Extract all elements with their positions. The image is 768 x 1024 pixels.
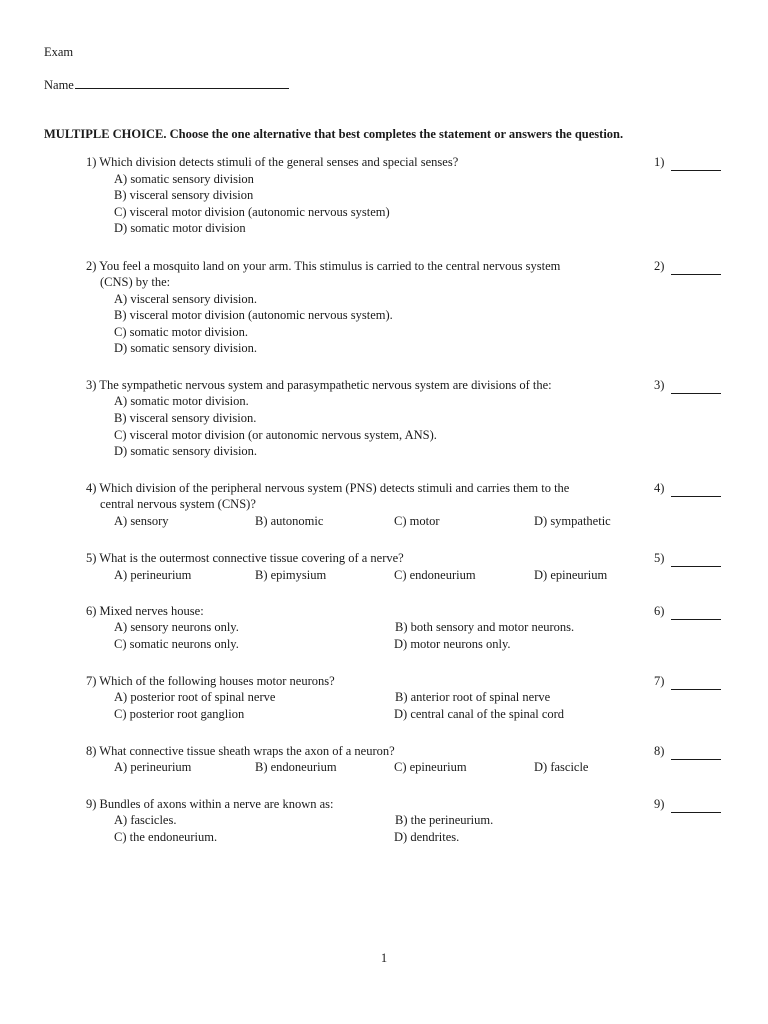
question-2-stem: 2) You feel a mosquito land on your arm. This stimulus is carried to the central nervous system bbox=[86, 259, 561, 273]
answer-number-1: 1) bbox=[654, 155, 665, 169]
question-9-option-b[interactable]: B) the perineurium. bbox=[395, 813, 494, 827]
question-3-option-b[interactable]: B) visceral sensory division. bbox=[114, 411, 257, 425]
question-5-stem: 5) What is the outermost connective tissue covering of a nerve? bbox=[86, 551, 404, 565]
question-9-option-d[interactable]: D) dendrites. bbox=[394, 830, 460, 844]
question-3-option-a[interactable]: A) somatic motor division. bbox=[114, 394, 249, 408]
name-blank-line[interactable] bbox=[75, 76, 289, 89]
question-3-stem: 3) The sympathetic nervous system and parasympathetic nervous system are divisions of the: bbox=[86, 378, 552, 392]
answer-number-4: 4) bbox=[654, 481, 665, 495]
question-9-stem: 9) Bundles of axons within a nerve are known as: bbox=[86, 797, 334, 811]
question-6-option-d[interactable]: D) motor neurons only. bbox=[394, 637, 511, 651]
name-field[interactable] bbox=[44, 76, 289, 94]
answer-number-8: 8) bbox=[654, 744, 665, 758]
answer-blank-6[interactable] bbox=[671, 619, 721, 620]
question-5-option-a[interactable]: A) perineurium bbox=[114, 568, 192, 582]
question-2-option-a[interactable]: A) visceral sensory division. bbox=[114, 292, 258, 306]
answer-blank-3[interactable] bbox=[671, 393, 721, 394]
question-6-option-b[interactable]: B) both sensory and motor neurons. bbox=[395, 620, 575, 634]
question-8-option-c[interactable]: C) epineurium bbox=[394, 760, 467, 774]
question-1-option-a[interactable]: A) somatic sensory division bbox=[114, 172, 254, 186]
question-1-option-d[interactable]: D) somatic motor division bbox=[114, 221, 246, 235]
question-1-option-b[interactable]: B) visceral sensory division bbox=[114, 188, 254, 202]
question-8-option-d[interactable]: D) fascicle bbox=[534, 760, 589, 774]
question-3-option-d[interactable]: D) somatic sensory division. bbox=[114, 444, 258, 458]
question-8-stem: 8) What connective tissue sheath wraps the axon of a neuron? bbox=[86, 744, 395, 758]
answer-blank-9[interactable] bbox=[671, 812, 721, 813]
question-6-option-c[interactable]: C) somatic neurons only. bbox=[114, 637, 239, 651]
question-7-option-d[interactable]: D) central canal of the spinal cord bbox=[394, 707, 565, 721]
question-9-option-c[interactable]: C) the endoneurium. bbox=[114, 830, 218, 844]
question-6-option-a[interactable]: A) sensory neurons only. bbox=[114, 620, 239, 634]
answer-blank-8[interactable] bbox=[671, 759, 721, 760]
question-4-option-c[interactable]: C) motor bbox=[394, 514, 440, 528]
question-4-stem: 4) Which division of the peripheral nervous system (PNS) detects stimuli and carries them to the bbox=[86, 481, 570, 495]
page-number: 1 bbox=[380, 951, 388, 965]
question-9-option-a[interactable]: A) fascicles. bbox=[114, 813, 177, 827]
answer-number-6: 6) bbox=[654, 604, 665, 618]
question-5-option-d[interactable]: D) epineurium bbox=[534, 568, 608, 582]
question-7-stem: 7) Which of the following houses motor neurons? bbox=[86, 674, 335, 688]
question-4-option-a[interactable]: A) sensory bbox=[114, 514, 169, 528]
question-1-stem: 1) Which division detects stimuli of the general senses and special senses? bbox=[86, 155, 459, 169]
answer-blank-2[interactable] bbox=[671, 274, 721, 275]
answer-number-5: 5) bbox=[654, 551, 665, 565]
question-4-option-d[interactable]: D) sympathetic bbox=[534, 514, 611, 528]
question-8-option-a[interactable]: A) perineurium bbox=[114, 760, 192, 774]
question-6-stem: 6) Mixed nerves house: bbox=[86, 604, 204, 618]
section-heading: MULTIPLE CHOICE. Choose the one alternative that best completes the statement or answers the question. bbox=[44, 127, 624, 141]
name-label: Name bbox=[44, 78, 74, 92]
question-2-option-c[interactable]: C) somatic motor division. bbox=[114, 325, 249, 339]
question-2-stem-continued: (CNS) by the: bbox=[100, 275, 171, 289]
answer-number-2: 2) bbox=[654, 259, 665, 273]
question-8-option-b[interactable]: B) endoneurium bbox=[255, 760, 337, 774]
question-2-option-d[interactable]: D) somatic sensory division. bbox=[114, 341, 258, 355]
answer-blank-1[interactable] bbox=[671, 170, 721, 171]
answer-blank-7[interactable] bbox=[671, 689, 721, 690]
answer-number-7: 7) bbox=[654, 674, 665, 688]
question-5-option-b[interactable]: B) epimysium bbox=[255, 568, 327, 582]
answer-number-3: 3) bbox=[654, 378, 665, 392]
exam-label: Exam bbox=[44, 45, 74, 59]
question-4-stem-continued: central nervous system (CNS)? bbox=[100, 497, 256, 511]
question-7-option-b[interactable]: B) anterior root of spinal nerve bbox=[395, 690, 551, 704]
answer-blank-4[interactable] bbox=[671, 496, 721, 497]
question-3-option-c[interactable]: C) visceral motor division (or autonomic nervous system, ANS). bbox=[114, 428, 437, 442]
question-7-option-a[interactable]: A) posterior root of spinal nerve bbox=[114, 690, 276, 704]
question-5-option-c[interactable]: C) endoneurium bbox=[394, 568, 476, 582]
question-4-option-b[interactable]: B) autonomic bbox=[255, 514, 324, 528]
question-7-option-c[interactable]: C) posterior root ganglion bbox=[114, 707, 245, 721]
answer-blank-5[interactable] bbox=[671, 566, 721, 567]
question-2-option-b[interactable]: B) visceral motor division (autonomic nervous system). bbox=[114, 308, 393, 322]
answer-number-9: 9) bbox=[654, 797, 665, 811]
question-1-option-c[interactable]: C) visceral motor division (autonomic nervous system) bbox=[114, 205, 390, 219]
